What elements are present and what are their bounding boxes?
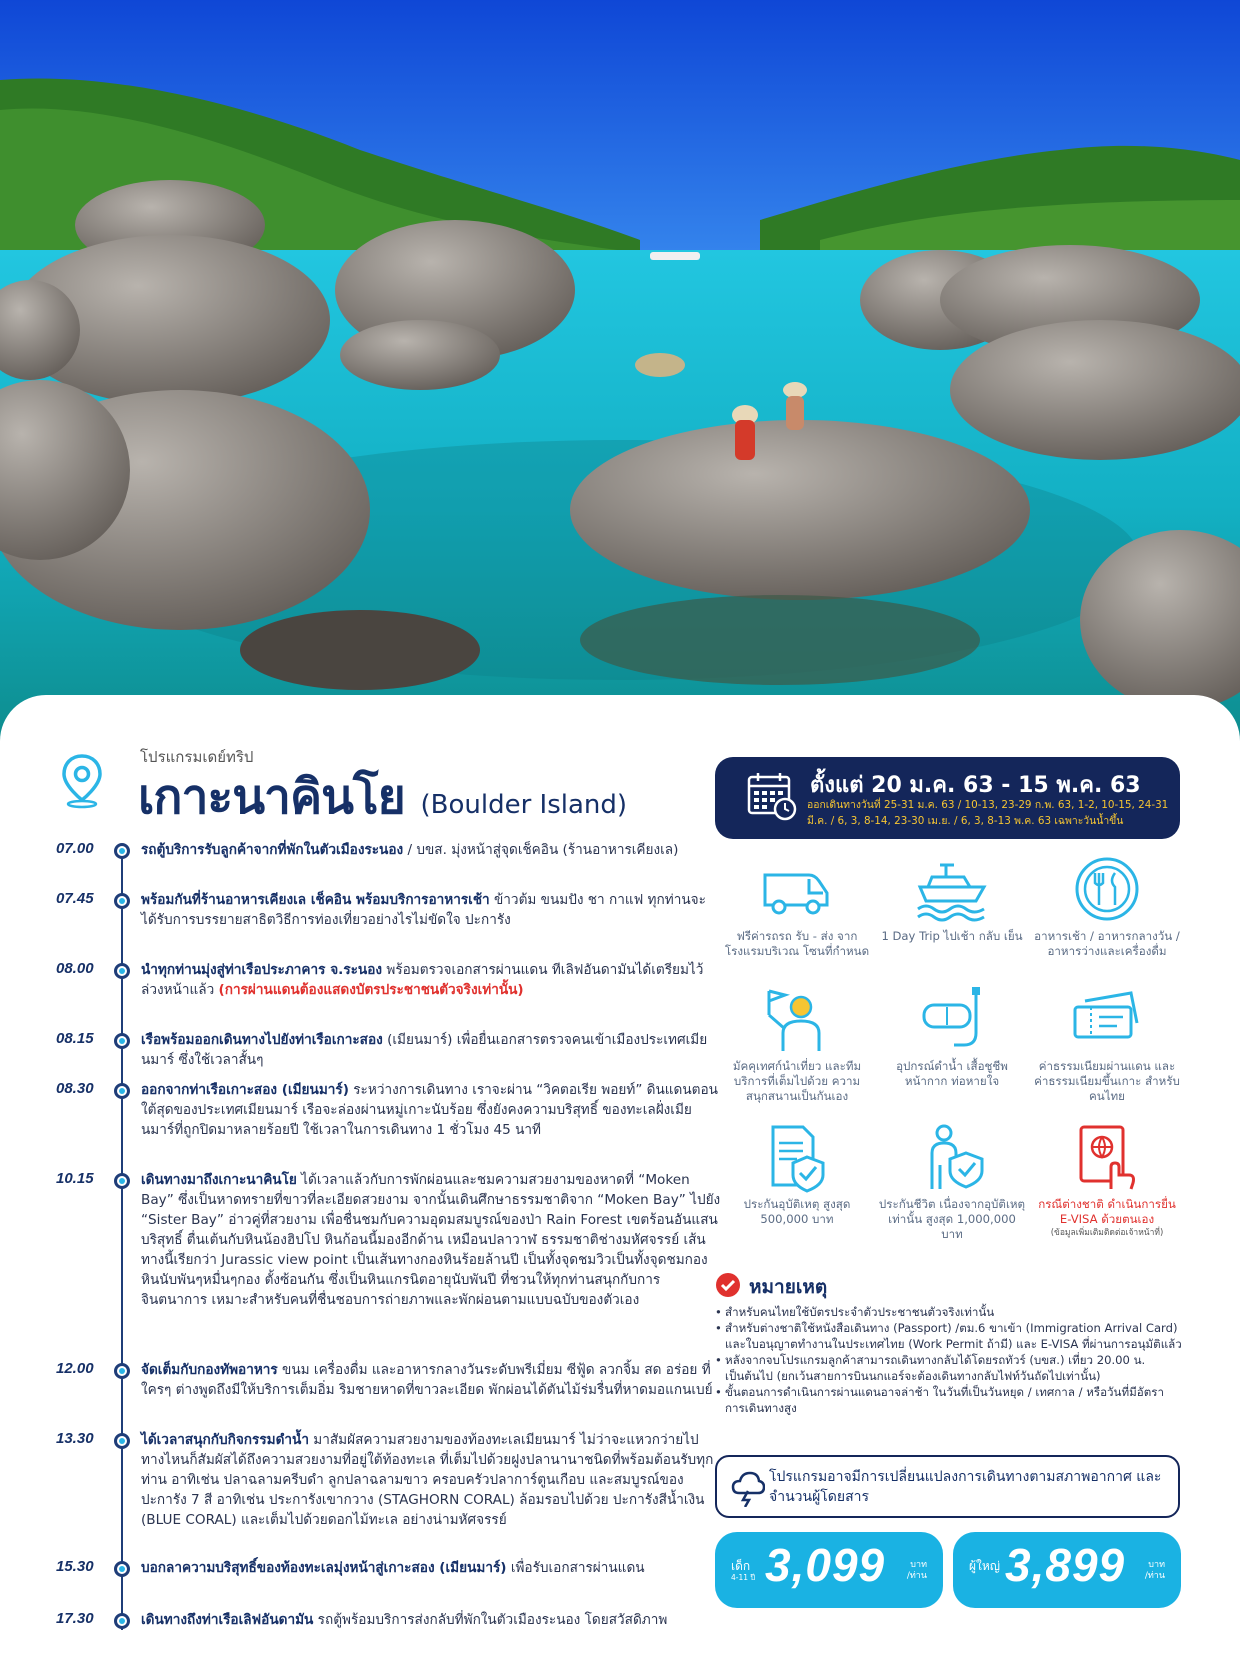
timeline-text: [141, 1360, 721, 1400]
note-item: • ขั้นตอนการดำเนินการผ่านแดนอาจล่าช้า ในวันที่เป็นวันหยุด / เทศกาล / หรือวันที่มีอัตราการเดินทางสูง: [715, 1384, 1183, 1416]
feature-snorkel: [877, 985, 1027, 1089]
feature-label: ประกันอุบัติเหตุ สูงสุด 500,000 บาท: [743, 1197, 851, 1226]
food-icon: [1069, 855, 1145, 925]
timeline-dot: [114, 1173, 130, 1189]
price-unit: [1145, 1560, 1165, 1582]
timeline-heading: เรือพร้อมออกเดินทางไปยังท่าเรือเกาะสอง: [141, 1032, 383, 1048]
feature-note: (ข้อมูลเพิ่มเติมติดต่อเจ้าหน้าที่): [1050, 1228, 1164, 1238]
feature-label: ประกันชีวิต เนื่องจากอุบัติเหตุเท่านั้น สูงสุด 1,000,000 บาท: [878, 1197, 1026, 1241]
calendar-icon: [747, 771, 799, 823]
price-unit-baht: บาท: [1148, 1560, 1165, 1570]
timeline-text: [141, 1610, 721, 1630]
price-value: 3,099: [765, 1539, 886, 1591]
timeline-warning: (การผ่านแดนต้องแสดงบัตรประชาชนตัวจริงเท่านั้น): [218, 982, 524, 998]
storm-cloud-icon: [731, 1469, 765, 1507]
price-unit-per: /ท่าน: [906, 1571, 927, 1581]
timeline-time: 17.30: [56, 1610, 94, 1627]
notes-list: [715, 1304, 1183, 1416]
timeline-detail: ขนม เครื่องดื่ม และอาหารกลางวันระดับพรีเมี่ยม ซีฟู้ด ลวกจิ้ม สด อร่อย ที่ใครๆ ต่างพูดถึงมีให้บริการเต็มอิ่ม ริมชายหาดที่ขาวละเอียด พักผ่อนได้ตันไม้ร่มรื่นที่หาดมอแกนเบย์: [141, 1362, 713, 1398]
timeline-text: [141, 1558, 721, 1578]
timeline-detail: มาสัมผัสความสวยงามของท้องทะเลเมียนมาร์ ไม่ว่าจะแหวกว่ายไปทางไหนก็สัมผัสได้ถึงความสวยงามที่อยู่ใต้ท้องทะเล ที่เต็มไปด้วยฝูงปลานานาชนิดที่พร้อมต้อนรับทุกท่าน อาทิเช่น ปลาฉลามครีบดำ ลูกปลาฉลามขาว ครอบครัวปลาการ์ตูนเกือบ และสมบูรณ์ของปะการัง 7 สี อาทิเช่น ประการังเขากวาง (STAGHORN CORAL) ล้อมรอบไปด้วย ปะการังสีน้ำเงิน (BLUE CORAL) และเต็มไปด้วยดอกไม้ทะเล อย่างน่ามหัศจรรย์: [141, 1432, 714, 1528]
timeline-time: 07.45: [56, 890, 94, 907]
timeline-heading: บอกลาความบริสุทธิ์ของท้องทะเลมุ่งหน้าสู่เกาะสอง (เมียนมาร์): [141, 1560, 507, 1576]
program-subtitle: โปรแกรมเดย์ทริป: [140, 748, 254, 766]
timeline-time: 08.30: [56, 1080, 94, 1097]
check-circle-icon: [715, 1272, 741, 1298]
life-insurance-icon: [914, 1123, 990, 1193]
timeline-heading: ได้เวลาสนุกกับกิจกรรมดำน้ำ: [141, 1432, 309, 1448]
timeline-time: 08.00: [56, 960, 94, 977]
price-unit: [907, 1560, 927, 1582]
timeline-dot: [114, 963, 130, 979]
feature-label: มัคคุเทศก์นำเที่ยว และทีมบริการที่เต็มไปด้วย ความสนุกสนานเป็นกันเอง: [732, 1059, 862, 1103]
timeline-detail: (เมียนมาร์) เพื่อยื่นเอกสารตรวจคนเข้าเมืองประเทศเมียนมาร์ ซึ่งใช้เวลาสั้นๆ: [141, 1032, 708, 1068]
timeline-heading: จัดเต็มกับกองทัพอาหาร: [141, 1362, 278, 1378]
timeline-time: 12.00: [56, 1360, 94, 1377]
timeline-text: [141, 890, 721, 930]
title-english: (Boulder Island): [420, 790, 628, 820]
timeline-text: [141, 1170, 721, 1310]
feature-label: 1 Day Trip ไปเช้า กลับ เย็น: [881, 929, 1023, 943]
timeline-dot: [114, 1613, 130, 1629]
ticket-icon: [1069, 985, 1145, 1055]
feature-label: ฟรีค่ารถรถ รับ - ส่ง จากโรงแรมบริเวณ โซนที่กำหนด: [724, 929, 870, 958]
date-banner: [715, 757, 1180, 839]
timeline-heading: เดินทางมาถึงเกาะนาคินโย: [141, 1172, 297, 1188]
feature-label: อาหารเช้า / อาหารกลางวัน / อาหารว่างและเครื่องดื่ม: [1034, 929, 1180, 958]
timeline-heading: เดินทางถึงท่าเรือเลิฟอันดามัน: [141, 1612, 314, 1628]
feature-fees: [1032, 985, 1182, 1104]
feature-life-insurance: [877, 1123, 1027, 1242]
passport-icon: [1069, 1123, 1145, 1193]
feature-guide: [722, 985, 872, 1104]
title-thai: เกาะนาคินโย: [138, 769, 405, 825]
timeline-heading: พร้อมกันที่ร้านอาหารเคียงเล เช็คอิน พร้อมบริการอาหารเช้า: [141, 892, 490, 908]
price-child: [715, 1532, 943, 1608]
timeline-dot: [114, 1033, 130, 1049]
feature-evisa: [1032, 1123, 1182, 1239]
note-item: • สำหรับคนไทยใช้บัตรประจำตัวประชาชนตัวจริงเท่านั้น: [715, 1304, 1183, 1320]
timeline-time: 15.30: [56, 1558, 94, 1575]
timeline-detail: เพื่อรับเอกสารผ่านแดน: [506, 1560, 645, 1576]
timeline-text: [141, 1080, 721, 1140]
timeline-heading: ออกจากท่าเรือเกาะสอง (เมียนมาร์): [141, 1082, 349, 1098]
price-adult: [953, 1532, 1181, 1608]
timeline-time: 13.30: [56, 1430, 94, 1447]
snorkel-icon: [914, 985, 990, 1055]
note-item: • สำหรับต่างชาติใช้หนังสือเดินทาง (Passport) /ตม.6 ขาเข้า (Immigration Arrival Card) และใบอนุญาตทำงานในประเทศไทย (Work Permit ถ้ามี) และ E-VISA ที่ผ่านการอนุมัติแล้ว: [715, 1320, 1183, 1352]
guide-icon: [759, 985, 835, 1055]
price-age: 4-11 ปี: [731, 1573, 756, 1582]
feature-label: กรณีต่างชาติ ดำเนินการยื่น E-VISA ด้วยตนเอง: [1038, 1197, 1176, 1226]
timeline-detail: ได้เวลาแล้วกับการพักผ่อนและชมความสวยงามของหาดที่ “Moken Bay” ซึ่งเป็นหาดทรายที่ขาวที่ละเอียดสวยงาม จากนั้นเดินศึกษาธรรมชาติจาก “Moken Bay” ไปยัง “Sister Bay” อ่าวคู่ที่สวยงาม เพื่อชื่นชมกับความอุดมสมบูรณ์ของป่า Rain Forest เขตร้อนอันแสนบริสุทธิ์ ตื่นเต้นกับหินน้องฮิปโป หินก้อนนี้มองอีกด้าน เหมือนปลาวาฬ ธรรมชาติช่างมหัศจรรย์ เส้นทางนี้เรียกว่า Jurassic view point เป็นเส้นทางกองหินร้อยล้านปี เป็นทั้งจุดชมวิวเป็นทั้งจุดชมกองหินนับพันๆหมื่นๆกอง ตั้งซ้อนกัน ซึ่งเป็นหินแกรนิตอายุนับพันปี ที่ชวนให้ทุกท่านสนุกกับการจินตนาการ เหมาะสำหรับคนที่ชื่นชอบการถ่ายภาพและพักผ่อนตามแบบฉบับของตัวเอง: [141, 1172, 721, 1308]
price-label: [969, 1560, 1000, 1572]
van-icon: [759, 855, 835, 925]
notes-title: หมายเหตุ: [749, 1276, 828, 1298]
feature-daytrip: [877, 855, 1027, 944]
feature-label: ค่าธรรมเนียมผ่านแดน และค่าธรรมเนียมขึ้นเกาะ สำหรับคนไทย: [1034, 1059, 1180, 1103]
timeline-detail: รถตู้พร้อมบริการส่งกลับที่พักในตัวเมืองระนอง โดยสวัสดิภาพ: [313, 1612, 668, 1628]
timeline-time: 10.15: [56, 1170, 94, 1187]
program-header: [58, 745, 678, 825]
feature-accident-insurance: [722, 1123, 872, 1227]
timeline-heading: นำทุกท่านมุ่งสู่ท่าเรือประภาคาร จ.ระนอง: [141, 962, 383, 978]
weather-notice: [715, 1455, 1180, 1518]
feature-transfer: [722, 855, 872, 959]
timeline-time: 08.15: [56, 1030, 94, 1047]
note-item: • หลังจากจบโปรแกรมลูกค้าสามารถเดินทางกลับได้โดยรถทัวร์ (บขส.) เที่ยว 20.00 น. เป็นต้นไป (ยกเว้นสายการบินนกแอร์จะต้องเดินทางกลับไฟท์วันถัดไปเท่านั้น): [715, 1352, 1183, 1384]
price-label-text: เด็ก: [731, 1559, 751, 1573]
feature-meals: [1032, 855, 1182, 959]
location-pin-icon: [60, 753, 104, 809]
price-unit-per: /ท่าน: [1144, 1571, 1165, 1581]
timeline-text: [141, 840, 721, 860]
timeline-detail: ระหว่างการเดินทาง เราจะผ่าน “วิคตอเรีย พอยท์” ดินแดนตอนใต้สุดของประเทศเมียนมาร์ เรือจะล่องผ่านหมู่เกาะนับร้อย ซึ่งยังคงความบริสุทธิ์ ของทะเลฝั่งเมียนมาร์ที่ถูกปิดมาหลายร้อยปี ใช้เวลาในการเดินทาง 1 ชั่วโมง 45 นาที: [141, 1082, 718, 1138]
timeline-dot: [114, 893, 130, 909]
timeline-detail: พร้อมตรวจเอกสารผ่านแดน ทีเลิฟอันดามันได้เตรียมไว้ล่วงหน้าแล้ว: [141, 962, 704, 998]
timeline-dot: [114, 1363, 130, 1379]
insurance-doc-icon: [759, 1123, 835, 1193]
hero-photo: [0, 0, 1240, 760]
timeline-dot: [114, 1433, 130, 1449]
price-value: 3,899: [1005, 1539, 1126, 1591]
timeline-text: [141, 1030, 721, 1070]
feature-label: อุปกรณ์ดำน้ำ เสื้อชูชีพ หน้ากาก ท่อหายใจ: [896, 1059, 1008, 1088]
price-label: [731, 1560, 755, 1584]
timeline-text: [141, 960, 721, 1000]
timeline-dot: [114, 1083, 130, 1099]
price-unit-baht: บาท: [910, 1560, 927, 1570]
timeline-text: [141, 1430, 721, 1530]
timeline-detail: ข้าวต้ม ขนมปัง ชา กาแฟ ทุกท่านจะได้รับการบรรยายสาธิตวิธีการท่องเที่ยวอย่างไรไม่ขัดใจ ปะการัง: [141, 892, 706, 928]
weather-text: โปรแกรมอาจมีการเปลี่ยนแปลงการเดินทางตามสภาพอากาศ และจำนวนผู้โดยสาร: [769, 1469, 1162, 1505]
departure-dates: ออกเดินทางวันที่ 25-31 ม.ค. 63 / 10-13, 23-29 ก.พ. 63, 1-2, 10-15, 24-31 มี.ค. / 6, 3, 8-14, 23-30 เม.ย. / 6, 3, 8-13 พ.ค. 63 เฉพาะวันน้ำขึ้น: [807, 799, 1169, 827]
timeline-dot: [114, 1561, 130, 1577]
page-title: [138, 759, 627, 835]
date-range: ตั้งแต่ 20 ม.ค. 63 - 15 พ.ค. 63: [810, 773, 1141, 798]
timeline-heading: รถตู้บริการรับลูกค้าจากที่พักในตัวเมืองระนอง: [141, 842, 404, 858]
price-label-text: ผู้ใหญ่: [969, 1559, 1001, 1573]
timeline-detail: / บขส. มุ่งหน้าสู่จุดเช็คอิน (ร้านอาหารเคียงเล): [403, 842, 679, 858]
timeline-time: 07.00: [56, 840, 94, 857]
boat-icon: [914, 855, 990, 925]
timeline-dot: [114, 843, 130, 859]
